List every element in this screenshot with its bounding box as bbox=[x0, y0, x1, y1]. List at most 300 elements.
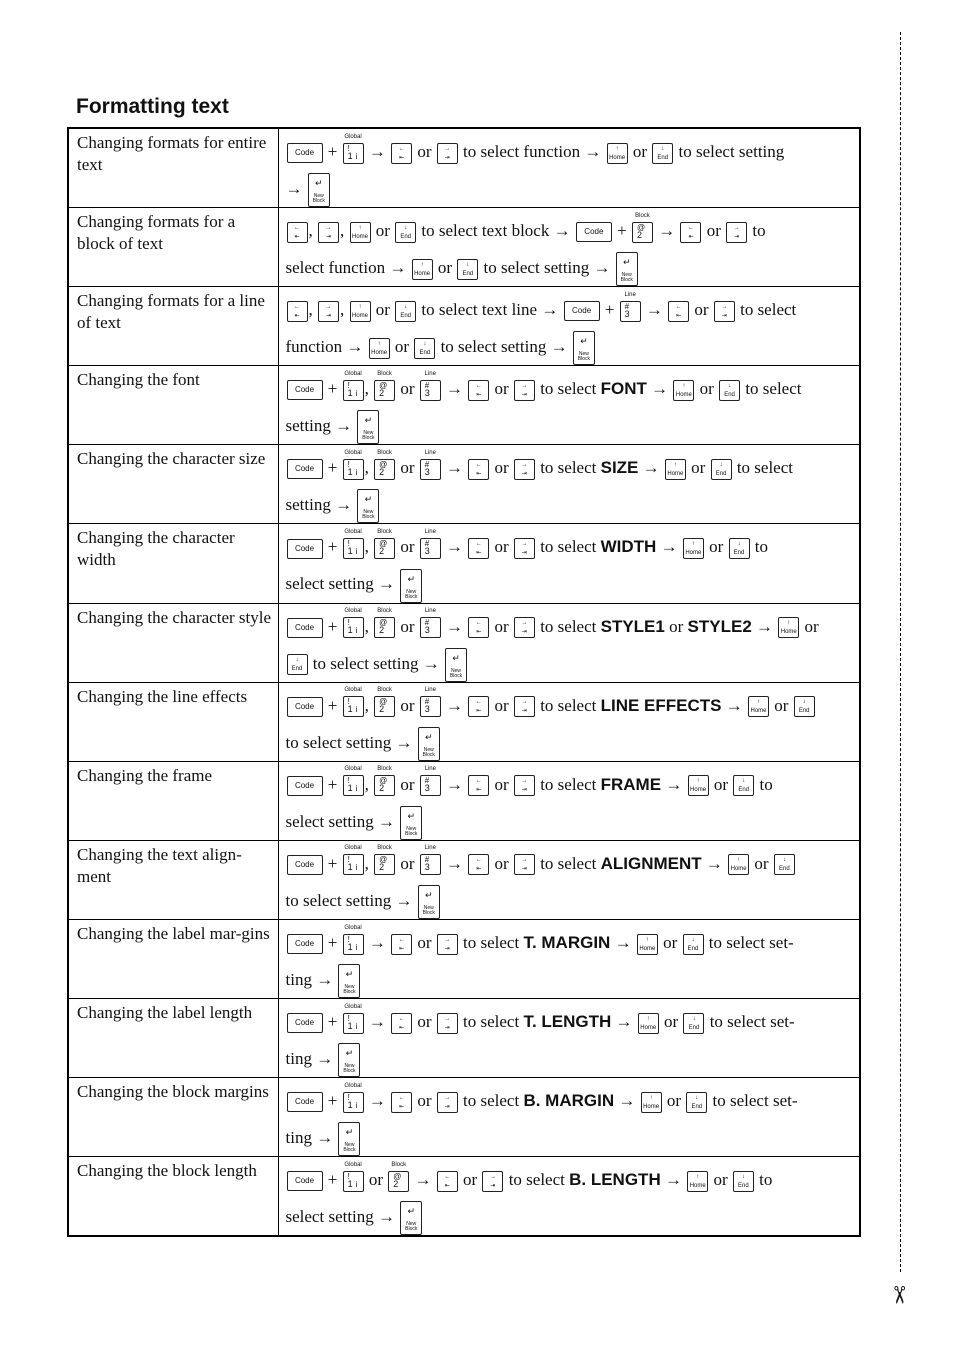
cursor-right-key bbox=[318, 301, 339, 322]
cursor-up-home-key-symbol: ↑ bbox=[358, 303, 362, 310]
cursor-right-key bbox=[514, 459, 535, 480]
key-2 bbox=[632, 212, 653, 243]
cursor-up-home-key-caption: Home bbox=[689, 1182, 706, 1189]
cursor-up-home-key-symbol: ↑ bbox=[377, 340, 381, 347]
code-key: Code bbox=[287, 618, 323, 638]
function-label: Changing the text align-ment bbox=[68, 840, 278, 919]
enter-icon: ↵ bbox=[364, 494, 373, 505]
instruction-text: or bbox=[632, 142, 648, 161]
cursor-left-key-symbol: ← bbox=[294, 224, 300, 231]
instruction-text: or bbox=[691, 458, 706, 478]
instruction-text: → bbox=[346, 337, 364, 357]
instruction-text: → bbox=[395, 732, 413, 752]
instruction-text: → bbox=[665, 774, 683, 794]
cursor-down-end-key bbox=[774, 854, 795, 875]
cursor-down-end-key bbox=[719, 380, 740, 401]
instruction-text: → bbox=[553, 221, 571, 241]
key-3-digit: 3 bbox=[424, 625, 430, 636]
instruction-text: to select bbox=[463, 932, 520, 952]
instruction-text: select setting bbox=[285, 811, 374, 831]
cursor-left-key bbox=[668, 301, 689, 322]
new-block-caption: New Block bbox=[422, 746, 435, 758]
setting-name: LINE EFFECTS bbox=[600, 695, 722, 715]
new-block-enter-key bbox=[308, 173, 330, 207]
cursor-up-home-key bbox=[641, 1092, 662, 1113]
key-2-function-label: Block bbox=[377, 687, 392, 694]
new-block-caption: New Block bbox=[405, 588, 418, 600]
cursor-right-key bbox=[514, 696, 535, 717]
key-1-shift-char: ! bbox=[347, 934, 350, 944]
instruction-text: to select setting bbox=[312, 653, 419, 673]
cursor-right-key-symbol: → bbox=[444, 1015, 451, 1022]
table-row bbox=[68, 1157, 860, 1237]
new-block-enter-key bbox=[616, 252, 638, 286]
cursor-right-key bbox=[714, 301, 735, 322]
cursor-up-home-key-caption: Home bbox=[780, 629, 797, 636]
instruction-text: + bbox=[327, 537, 338, 557]
instruction-text: select setting bbox=[285, 574, 374, 594]
setting-name: STYLE1 bbox=[600, 616, 665, 636]
instruction-text: select setting bbox=[285, 1207, 374, 1227]
instruction-text: → bbox=[645, 300, 663, 320]
instruction-text: to select set- bbox=[708, 932, 794, 952]
instruction-text: to select bbox=[540, 458, 597, 478]
key-sequence bbox=[278, 445, 860, 524]
key-3-digit: 3 bbox=[424, 783, 430, 794]
cursor-up-home-key-caption: Home bbox=[371, 349, 388, 356]
cursor-up-home-key-symbol: ↑ bbox=[420, 261, 424, 268]
instruction-text: or bbox=[400, 853, 415, 873]
code-key: Code bbox=[287, 143, 323, 163]
code-key: Code bbox=[287, 1092, 323, 1112]
cursor-down-end-key bbox=[711, 459, 732, 480]
table-row bbox=[68, 445, 860, 524]
instruction-text: to select bbox=[463, 1012, 520, 1032]
key-3 bbox=[420, 766, 441, 796]
new-block-enter-key bbox=[400, 569, 422, 603]
key-2-shift-char: @ bbox=[379, 618, 388, 628]
instruction-text: or bbox=[400, 379, 415, 399]
key-1 bbox=[343, 845, 364, 875]
key-2 bbox=[374, 370, 395, 401]
instruction-text: to bbox=[759, 774, 773, 794]
instruction-text: , bbox=[364, 537, 369, 557]
instruction-text: or bbox=[494, 774, 509, 794]
cursor-down-end-key-symbol: ↓ bbox=[719, 461, 723, 468]
cursor-down-end-key-symbol: ↓ bbox=[728, 382, 732, 389]
cursor-down-end-key bbox=[794, 696, 815, 717]
cursor-left-key bbox=[287, 301, 308, 322]
key-1-digit: 1 bbox=[347, 1178, 353, 1189]
cursor-down-end-key-caption: End bbox=[687, 945, 699, 952]
cursor-left-key-symbol: ← bbox=[398, 145, 405, 152]
key-1-digit: 1 bbox=[347, 1020, 353, 1031]
cursor-down-end-key-caption: End bbox=[400, 233, 412, 240]
key-3 bbox=[420, 687, 441, 717]
key-sequence bbox=[278, 682, 860, 761]
instruction-text: or bbox=[713, 1170, 728, 1190]
key-1-digit: 1 bbox=[347, 625, 353, 636]
setting-name: B. LENGTH bbox=[569, 1170, 661, 1190]
instruction-text: to bbox=[754, 537, 768, 557]
cursor-right-key-caption: ⇥ bbox=[521, 629, 527, 636]
code-key: Code bbox=[287, 1171, 323, 1191]
cursor-up-home-key-caption: Home bbox=[685, 550, 702, 557]
instruction-text: , bbox=[364, 695, 369, 715]
key-2-shift-char: @ bbox=[379, 380, 388, 390]
instruction-text: + bbox=[327, 1170, 338, 1190]
cursor-left-key bbox=[391, 143, 412, 164]
key-sequence bbox=[278, 128, 860, 208]
table-row bbox=[68, 208, 860, 287]
instruction-text: + bbox=[327, 1012, 338, 1032]
instruction-text: or bbox=[664, 1012, 679, 1032]
instruction-text: to select bbox=[508, 1170, 565, 1190]
function-label: Changing the character style bbox=[68, 603, 278, 682]
cursor-down-end-key-caption: End bbox=[733, 550, 745, 557]
instruction-text: or bbox=[713, 774, 728, 794]
key-1-alt-char: i bbox=[355, 388, 358, 398]
key-2-function-label: Block bbox=[391, 1161, 407, 1168]
key-3-function-label: Line bbox=[424, 529, 436, 536]
cursor-up-home-key bbox=[350, 222, 371, 243]
function-label: Changing the frame bbox=[68, 761, 278, 840]
key-1-digit: 1 bbox=[347, 941, 353, 952]
key-2-shift-char: @ bbox=[636, 222, 646, 232]
cursor-up-home-key-caption: Home bbox=[414, 270, 431, 277]
instruction-text: setting bbox=[285, 495, 331, 515]
setting-name: SIZE bbox=[600, 458, 639, 478]
cut-line bbox=[900, 32, 901, 1272]
key-1-function-label: Global bbox=[344, 529, 362, 536]
key-3-function-label: Line bbox=[424, 766, 436, 773]
cursor-left-key-symbol: ← bbox=[475, 382, 482, 389]
key-2-function-label: Block bbox=[377, 529, 392, 536]
instruction-text: + bbox=[327, 774, 338, 794]
instruction-text: or bbox=[417, 1091, 432, 1111]
instruction-text: to select setting bbox=[285, 890, 392, 910]
key-2-digit: 2 bbox=[379, 862, 385, 873]
cursor-up-home-key bbox=[687, 1171, 708, 1192]
key-3-shift-char: # bbox=[424, 855, 430, 865]
key-2-shift-char: @ bbox=[379, 776, 388, 786]
code-key: Code bbox=[287, 380, 323, 400]
enter-icon: ↵ bbox=[345, 969, 354, 980]
instruction-text: , bbox=[340, 221, 345, 241]
cursor-up-home-key-caption: Home bbox=[640, 1024, 657, 1031]
cursor-up-home-key-symbol: ↑ bbox=[696, 1173, 700, 1180]
key-1-shift-char: ! bbox=[347, 539, 350, 549]
instruction-text: → bbox=[378, 811, 396, 831]
cursor-up-home-key-caption: Home bbox=[690, 787, 707, 794]
function-label: Changing the block length bbox=[68, 1157, 278, 1237]
key-sequence bbox=[278, 999, 860, 1078]
enter-icon: ↵ bbox=[623, 257, 631, 268]
instruction-text: or bbox=[417, 142, 432, 161]
function-label: Changing the label length bbox=[68, 999, 278, 1078]
instruction-text: or bbox=[463, 1170, 478, 1190]
key-1 bbox=[343, 766, 364, 796]
key-1 bbox=[343, 924, 364, 955]
key-1 bbox=[343, 1161, 364, 1192]
instruction-text: or bbox=[494, 695, 509, 715]
cursor-down-end-key-caption: End bbox=[778, 866, 790, 873]
cursor-left-key-caption: ⇤ bbox=[676, 312, 682, 319]
instruction-text: + bbox=[327, 142, 338, 161]
cursor-up-home-key-caption: Home bbox=[639, 945, 656, 952]
cursor-left-key-symbol: ← bbox=[475, 620, 482, 627]
key-1-function-label: Global bbox=[344, 1003, 362, 1010]
key-1-alt-char: i bbox=[355, 705, 358, 715]
key-1-function-label: Global bbox=[344, 766, 362, 773]
instruction-text: or bbox=[494, 853, 509, 873]
key-1-function-label: Global bbox=[344, 370, 362, 377]
key-2-shift-char: @ bbox=[379, 855, 388, 865]
instruction-text: select function bbox=[285, 258, 386, 278]
cursor-down-end-key-symbol: ↓ bbox=[423, 340, 427, 347]
cursor-left-key-caption: ⇤ bbox=[688, 233, 694, 240]
instruction-text: or bbox=[669, 616, 684, 636]
key-2-digit: 2 bbox=[379, 625, 385, 636]
new-block-enter-key bbox=[338, 1122, 360, 1156]
code-key: Code bbox=[287, 934, 323, 954]
cursor-right-key bbox=[318, 222, 339, 243]
cursor-left-key-symbol: ← bbox=[475, 857, 482, 864]
key-2 bbox=[374, 766, 395, 796]
key-1-alt-char: i bbox=[355, 467, 358, 477]
key-1-shift-char: ! bbox=[347, 1013, 350, 1023]
new-block-enter-key bbox=[357, 489, 379, 523]
instruction-text: , bbox=[308, 300, 313, 320]
cursor-left-key bbox=[468, 380, 489, 401]
key-1-shift-char: ! bbox=[347, 143, 350, 153]
cursor-right-key-caption: ⇥ bbox=[325, 233, 332, 240]
instruction-text: or bbox=[494, 537, 509, 557]
function-label: Changing the line effects bbox=[68, 682, 278, 761]
cursor-down-end-key-symbol: ↓ bbox=[466, 261, 470, 268]
cursor-up-home-key bbox=[688, 775, 709, 796]
cursor-left-key-symbol: ← bbox=[475, 778, 482, 785]
instruction-text: → bbox=[660, 537, 678, 557]
cursor-up-home-key bbox=[412, 259, 433, 280]
instruction-text: → bbox=[550, 337, 568, 357]
instruction-text: → bbox=[642, 458, 660, 478]
instruction-text: → bbox=[756, 616, 774, 636]
cursor-up-home-key-symbol: ↑ bbox=[358, 224, 362, 231]
instruction-text: function bbox=[285, 337, 343, 357]
cursor-up-home-key bbox=[350, 301, 371, 322]
key-2 bbox=[374, 449, 395, 480]
cursor-down-end-key-symbol: ↓ bbox=[404, 224, 408, 231]
cursor-up-home-key-symbol: ↑ bbox=[646, 1015, 650, 1022]
cursor-right-key-caption: ⇥ bbox=[521, 391, 527, 398]
cursor-right-key bbox=[514, 775, 535, 796]
new-block-caption: New Block bbox=[343, 984, 356, 996]
cursor-left-key-caption: ⇤ bbox=[399, 1024, 405, 1031]
cursor-down-end-key-caption: End bbox=[419, 349, 431, 356]
enter-icon: ↵ bbox=[345, 1127, 354, 1138]
cursor-left-key bbox=[391, 1092, 412, 1113]
cursor-right-key-caption: ⇥ bbox=[444, 945, 450, 952]
instruction-text: to select bbox=[540, 537, 597, 557]
key-1-function-label: Global bbox=[344, 133, 362, 140]
instruction-text: or bbox=[663, 932, 678, 952]
cursor-left-key bbox=[680, 222, 701, 243]
key-1-alt-char: i bbox=[355, 547, 358, 557]
table-row bbox=[68, 524, 860, 603]
cursor-up-home-key-symbol: ↑ bbox=[696, 778, 700, 785]
cursor-right-key bbox=[514, 538, 535, 559]
enter-icon: ↵ bbox=[580, 336, 588, 347]
cursor-down-end-key-symbol: ↓ bbox=[741, 1173, 745, 1180]
new-block-caption: New Block bbox=[449, 667, 463, 679]
key-3-digit: 3 bbox=[424, 704, 430, 715]
instruction-text: or bbox=[709, 537, 724, 557]
cursor-up-home-key bbox=[673, 380, 694, 401]
key-sequence bbox=[278, 524, 860, 603]
cursor-left-key-symbol: ← bbox=[475, 541, 482, 548]
cursor-left-key bbox=[468, 459, 489, 480]
instruction-text: , bbox=[364, 853, 369, 873]
key-3-digit: 3 bbox=[424, 546, 430, 557]
instruction-text: to select text block bbox=[421, 221, 550, 241]
key-1-alt-char: i bbox=[355, 626, 358, 636]
instruction-text: or bbox=[375, 221, 390, 241]
instruction-text: → bbox=[316, 1049, 334, 1069]
cursor-down-end-key-caption: End bbox=[738, 1182, 749, 1189]
table-row bbox=[68, 1078, 860, 1157]
key-2 bbox=[374, 529, 395, 559]
code-key: Code bbox=[287, 697, 323, 717]
key-3-function-label: Line bbox=[424, 370, 436, 377]
instruction-text: to select bbox=[540, 853, 597, 873]
key-2-function-label: Block bbox=[377, 370, 392, 377]
instruction-text: to select bbox=[540, 774, 597, 794]
instruction-text: → bbox=[316, 1128, 334, 1148]
key-sequence bbox=[278, 603, 860, 682]
instruction-text: or bbox=[400, 774, 415, 794]
new-block-caption: New Block bbox=[405, 825, 418, 837]
cursor-down-end-key-symbol: ↓ bbox=[737, 541, 741, 548]
cursor-down-end-key-caption: End bbox=[738, 787, 750, 794]
instruction-text: + bbox=[327, 458, 338, 478]
cursor-left-key-caption: ⇤ bbox=[476, 787, 482, 794]
instruction-text: → bbox=[651, 379, 669, 399]
cursor-left-key-symbol: ← bbox=[675, 303, 682, 310]
key-1-function-label: Global bbox=[344, 687, 362, 694]
cursor-left-key bbox=[468, 538, 489, 559]
key-3-function-label: Line bbox=[424, 608, 436, 615]
table-row bbox=[68, 603, 860, 682]
key-3-digit: 3 bbox=[424, 466, 430, 477]
table-row bbox=[68, 999, 860, 1078]
new-block-enter-key bbox=[400, 806, 422, 840]
instruction-text: , bbox=[364, 458, 369, 478]
cursor-left-key bbox=[468, 775, 489, 796]
cursor-left-key bbox=[391, 934, 412, 955]
table-row bbox=[68, 919, 860, 998]
enter-icon: ↵ bbox=[345, 1048, 354, 1059]
instruction-text: → bbox=[446, 458, 464, 478]
new-block-caption: New Block bbox=[577, 351, 590, 363]
enter-icon: ↵ bbox=[407, 573, 416, 584]
key-3-function-label: Line bbox=[424, 687, 436, 694]
cursor-down-end-key-symbol: ↓ bbox=[661, 145, 665, 152]
key-1 bbox=[343, 449, 364, 480]
cursor-right-key bbox=[437, 1013, 458, 1034]
cursor-right-key-symbol: → bbox=[444, 1094, 451, 1101]
enter-icon: ↵ bbox=[452, 652, 460, 663]
cursor-right-key-symbol: → bbox=[521, 541, 528, 548]
setting-name: FRAME bbox=[600, 774, 662, 794]
cursor-down-end-key bbox=[457, 259, 478, 280]
key-1-digit: 1 bbox=[347, 466, 353, 477]
new-block-enter-key bbox=[338, 1043, 360, 1077]
key-1-shift-char: ! bbox=[347, 776, 350, 786]
instruction-text: ting bbox=[285, 1128, 312, 1148]
instruction-text: → bbox=[368, 1091, 386, 1111]
cursor-left-key-symbol: ← bbox=[475, 699, 482, 706]
cursor-left-key-symbol: ← bbox=[475, 461, 482, 468]
key-sequence bbox=[278, 208, 860, 287]
cursor-right-key-caption: ⇥ bbox=[325, 312, 332, 319]
instruction-text: → bbox=[541, 300, 559, 320]
key-1-digit: 1 bbox=[347, 387, 353, 398]
new-block-enter-key bbox=[445, 648, 467, 682]
instruction-text: + bbox=[327, 932, 338, 952]
enter-icon: ↵ bbox=[314, 178, 323, 189]
page-title: Formatting text bbox=[76, 95, 229, 118]
key-2 bbox=[374, 608, 395, 638]
instruction-text: or bbox=[804, 616, 819, 636]
new-block-caption: New Block bbox=[405, 1221, 418, 1233]
key-sequence bbox=[278, 840, 860, 919]
code-key: Code bbox=[564, 301, 600, 321]
instruction-text: → bbox=[335, 416, 353, 436]
key-3 bbox=[420, 529, 441, 559]
instruction-text: → bbox=[378, 574, 396, 594]
cursor-left-key-symbol: ← bbox=[398, 936, 405, 943]
key-3-shift-char: # bbox=[424, 697, 430, 707]
cursor-left-key-caption: ⇤ bbox=[476, 550, 482, 557]
key-1-shift-char: ! bbox=[347, 459, 350, 469]
cursor-right-key-caption: ⇥ bbox=[444, 154, 450, 161]
cursor-right-key-symbol: → bbox=[489, 1173, 496, 1180]
instruction-text: → bbox=[446, 616, 464, 636]
cursor-up-home-key bbox=[728, 854, 749, 875]
key-2-shift-char: @ bbox=[379, 697, 388, 707]
cursor-up-home-key-symbol: ↑ bbox=[615, 145, 619, 152]
cursor-down-end-key-symbol: ↓ bbox=[404, 303, 408, 310]
instruction-text: + bbox=[617, 221, 627, 241]
code-key: Code bbox=[576, 222, 612, 242]
instruction-text: → bbox=[378, 1207, 396, 1227]
instruction-text: → bbox=[705, 853, 723, 873]
cursor-right-key-caption: ⇥ bbox=[521, 866, 527, 873]
code-key: Code bbox=[287, 855, 323, 875]
key-1 bbox=[343, 133, 364, 164]
function-label: Changing the block margins bbox=[68, 1078, 278, 1157]
new-block-caption: New Block bbox=[620, 272, 633, 284]
instruction-text: or bbox=[694, 300, 709, 320]
instruction-text: or bbox=[666, 1091, 682, 1111]
cursor-right-key bbox=[437, 1092, 458, 1113]
instruction-text: , bbox=[308, 221, 313, 241]
setting-name: ALIGNMENT bbox=[600, 853, 702, 873]
key-2-function-label: Block bbox=[377, 608, 392, 615]
instruction-text: , bbox=[364, 774, 369, 794]
cursor-up-home-key bbox=[748, 696, 769, 717]
